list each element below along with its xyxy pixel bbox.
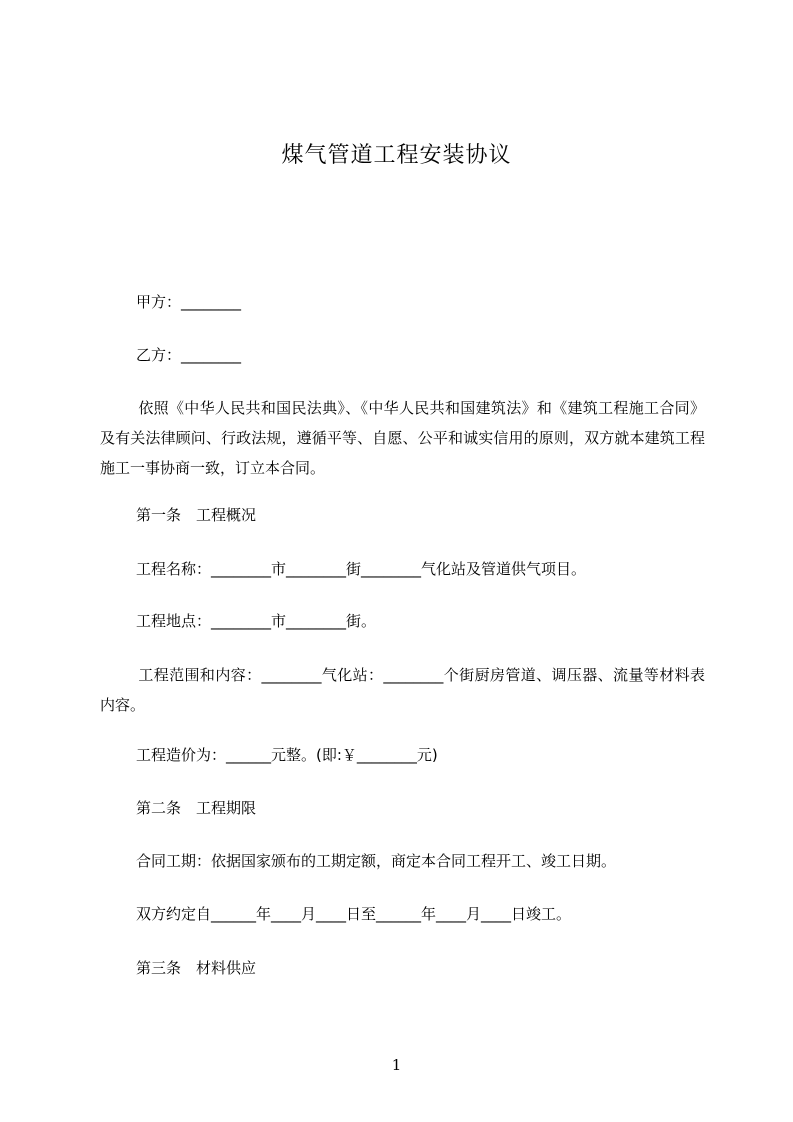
article1-heading: 第一条 工程概况 — [136, 506, 257, 524]
project-scope-paragraph — [100, 660, 705, 720]
project-cost-line: 工程造价为：______元整。(即:￥________元) — [136, 746, 438, 764]
contract-period-line: 合同工期：依据国家颁布的工期定额，商定本合同工程开工、竣工日期。 — [136, 852, 617, 870]
party-a-line: 甲方：________ — [136, 293, 242, 311]
schedule-line: 双方约定自______年____月____日至______年____月____日竣工。 — [136, 905, 572, 923]
article3-heading: 第三条 材料供应 — [136, 959, 257, 977]
project-location-line: 工程地点：________市________街。 — [136, 612, 377, 630]
article2-heading: 第二条 工程期限 — [136, 799, 257, 817]
party-b-line: 乙方：________ — [136, 346, 242, 364]
document-title: 煤气管道工程安装协议 — [281, 143, 512, 168]
preamble-text: 依照《中华人民共和国民法典》、《中华人民共和国建筑法》和《建筑工程施工合同》及有关法律顾问、行政法规，遵循平等、自愿、公平和诚实信用的原则，双方就本建筑工程施工一事协商一致，订立本合同。 — [100, 399, 705, 477]
page-number: 1 — [391, 1056, 402, 1074]
project-name-line: 工程名称：________市________街________气化站及管道供气项目。 — [136, 560, 587, 578]
project-scope-text: 工程范围和内容：________气化站：________个街厨房管道、调压器、流量等材料表内容。 — [100, 666, 705, 714]
preamble-paragraph — [100, 393, 705, 483]
